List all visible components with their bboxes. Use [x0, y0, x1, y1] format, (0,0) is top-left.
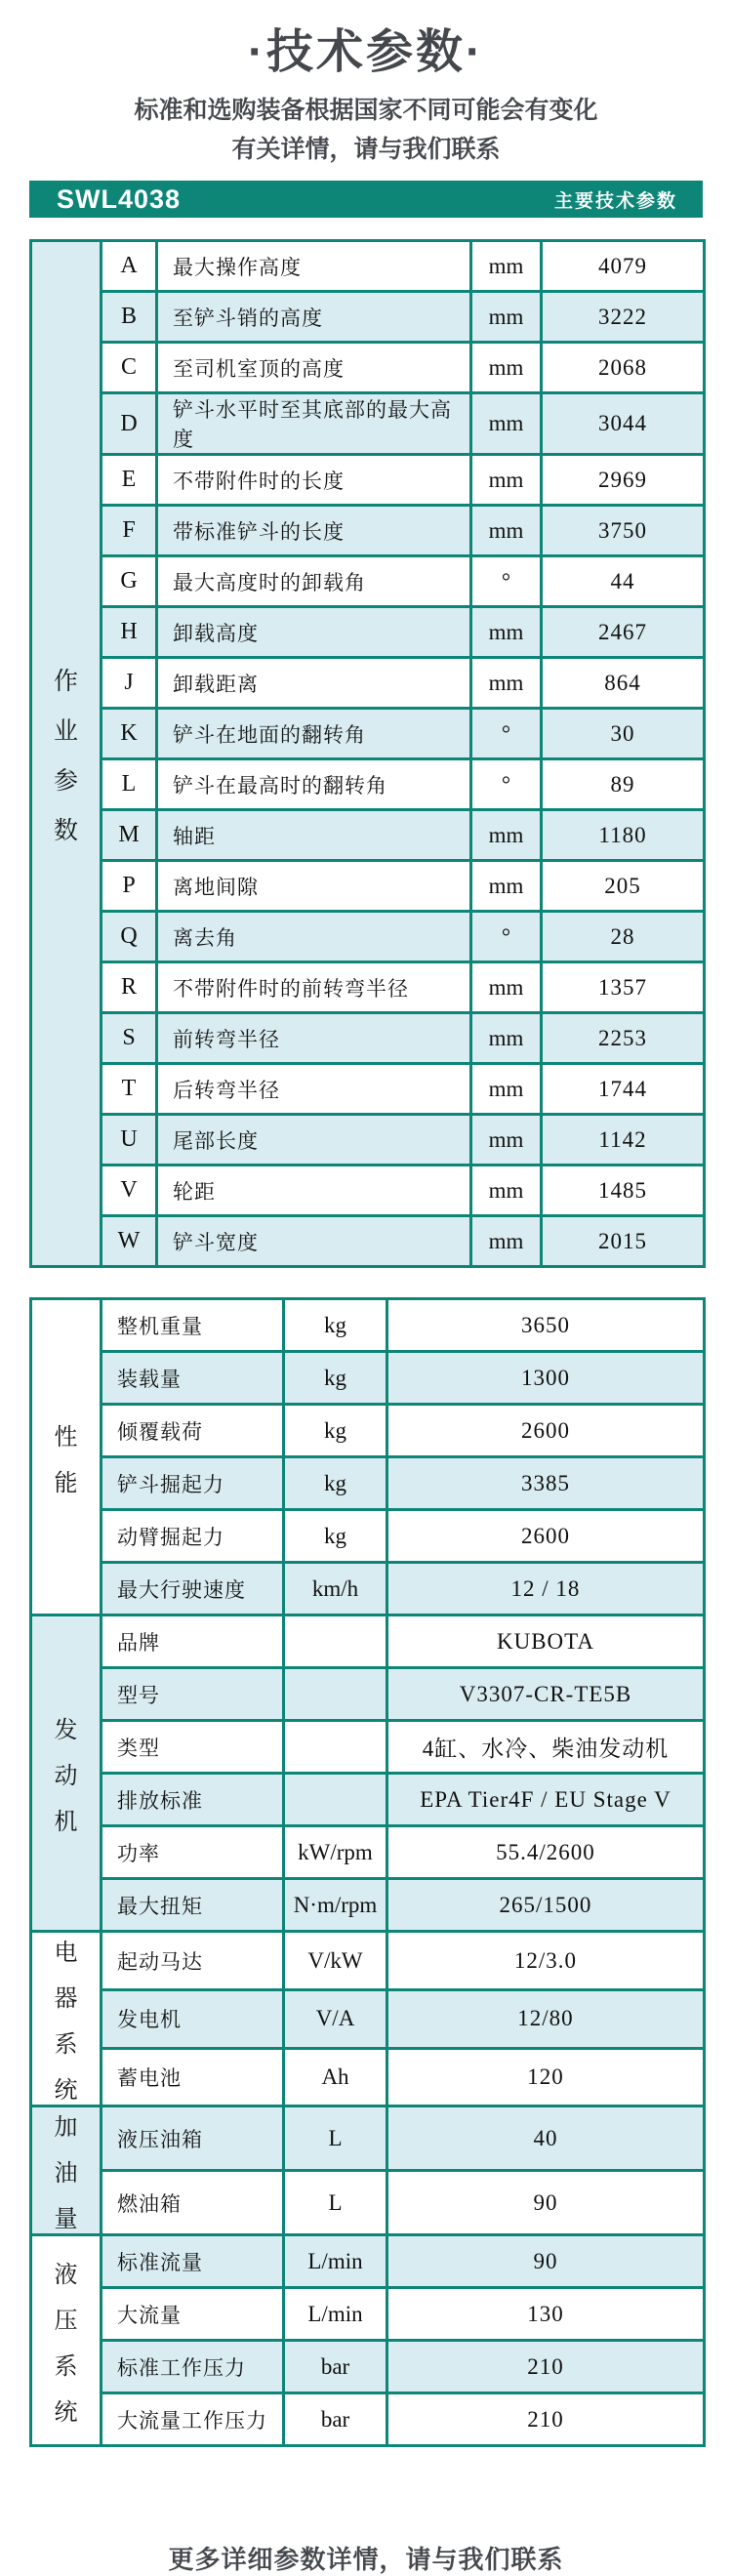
spec-label: 燃油箱 [102, 2171, 284, 2235]
param-unit: mm [471, 861, 542, 912]
group-label-char: 发 [54, 1717, 78, 1744]
group-4 [31, 2235, 102, 2446]
spec-row [31, 2341, 705, 2393]
spec-label: 型号 [102, 1668, 284, 1721]
param-value: 44 [542, 556, 705, 607]
spec-value: EPA Tier4F / EU Stage V [387, 1774, 705, 1826]
param-name: 至铲斗销的高度 [157, 292, 471, 343]
page-subtitle [0, 91, 732, 169]
param-key: L [102, 759, 157, 810]
group-3 [31, 2106, 102, 2235]
spec-value: 210 [387, 2341, 705, 2393]
spec-row [31, 1879, 705, 1932]
param-name: 不带附件时的长度 [157, 455, 471, 506]
param-row-C [31, 343, 705, 393]
spec-value: 210 [387, 2393, 705, 2446]
spec-value: 4缸、水冷、柴油发动机 [387, 1721, 705, 1774]
group-operating-parameters [31, 241, 102, 1267]
spec-label: 倾覆载荷 [102, 1405, 284, 1457]
param-row-J [31, 658, 705, 709]
spec-value: 3385 [387, 1457, 705, 1510]
param-row-L [31, 759, 705, 810]
param-name: 铲斗水平时至其底部的最大高度 [157, 393, 471, 455]
param-name: 轮距 [157, 1165, 471, 1216]
param-row-U [31, 1115, 705, 1165]
spec-unit: bar [284, 2393, 387, 2446]
param-key: F [102, 506, 157, 556]
param-value: 1744 [542, 1064, 705, 1115]
spec-label: 类型 [102, 1721, 284, 1774]
group-label-char: 作 [53, 667, 78, 695]
param-name: 轴距 [157, 810, 471, 861]
param-unit: mm [471, 1216, 542, 1267]
spec-row [31, 2171, 705, 2235]
group-1-label [32, 1710, 100, 1836]
param-row-K [31, 709, 705, 759]
spec-unit [284, 1721, 387, 1774]
param-unit: mm [471, 1115, 542, 1165]
param-value: 3222 [542, 292, 705, 343]
param-unit: ° [471, 912, 542, 962]
spec-row [31, 2048, 705, 2106]
param-key: W [102, 1216, 157, 1267]
param-unit: mm [471, 506, 542, 556]
spec-unit: L/min [284, 2235, 387, 2288]
param-row-P [31, 861, 705, 912]
group-label-char: 量 [54, 2206, 78, 2233]
spec-unit [284, 1615, 387, 1668]
param-row-A [31, 241, 705, 292]
group-label-char: 系 [54, 2031, 78, 2059]
spec-unit: L [284, 2106, 387, 2171]
param-value: 28 [542, 912, 705, 962]
param-name: 不带附件时的前转弯半径 [157, 962, 471, 1013]
param-row-S [31, 1013, 705, 1064]
param-key: H [102, 607, 157, 658]
param-name: 铲斗在地面的翻转角 [157, 709, 471, 759]
spec-unit: kg [284, 1352, 387, 1405]
spec-label: 标准流量 [102, 2235, 284, 2288]
spec-label: 动臂掘起力 [102, 1510, 284, 1563]
param-key: E [102, 455, 157, 506]
param-unit: mm [471, 1013, 542, 1064]
group-1 [31, 1615, 102, 1932]
param-unit: mm [471, 292, 542, 343]
param-key: P [102, 861, 157, 912]
param-row-V [31, 1165, 705, 1216]
spec-label: 最大扭矩 [102, 1879, 284, 1932]
param-row-F [31, 506, 705, 556]
param-value: 2253 [542, 1013, 705, 1064]
spec-unit: kg [284, 1299, 387, 1352]
group-label-char: 动 [54, 1763, 78, 1790]
param-row-E [31, 455, 705, 506]
group-label-char: 液 [54, 2261, 78, 2288]
spec-label: 发电机 [102, 1989, 284, 2048]
spec-value: 12/80 [387, 1989, 705, 2048]
param-key: C [102, 343, 157, 393]
param-name: 前转弯半径 [157, 1013, 471, 1064]
param-value: 864 [542, 658, 705, 709]
param-unit: mm [471, 607, 542, 658]
spec-value: 90 [387, 2171, 705, 2235]
subtitle-line-2: 有关详情，请与我们联系 [231, 136, 501, 164]
spec-value: 1300 [387, 1352, 705, 1405]
param-value: 1485 [542, 1165, 705, 1216]
param-row-G [31, 556, 705, 607]
param-unit: mm [471, 1064, 542, 1115]
spec-unit [284, 1668, 387, 1721]
param-key: M [102, 810, 157, 861]
spec-row [31, 1405, 705, 1457]
spec-value: KUBOTA [387, 1615, 705, 1668]
param-key: Q [102, 912, 157, 962]
param-value: 2969 [542, 455, 705, 506]
param-row-H [31, 607, 705, 658]
spec-value: 12/3.0 [387, 1932, 705, 1990]
spec-row [31, 2235, 705, 2288]
param-value: 1357 [542, 962, 705, 1013]
param-name: 最大高度时的卸载角 [157, 556, 471, 607]
param-row-R [31, 962, 705, 1013]
spec-row [31, 1989, 705, 2048]
param-key: J [102, 658, 157, 709]
param-unit: mm [471, 962, 542, 1013]
param-value: 30 [542, 709, 705, 759]
param-key: T [102, 1064, 157, 1115]
param-unit: ° [471, 709, 542, 759]
param-name: 离去角 [157, 912, 471, 962]
spec-row [31, 1457, 705, 1510]
spec-unit: km/h [284, 1563, 387, 1615]
page-header [0, 25, 732, 169]
param-name: 铲斗在最高时的翻转角 [157, 759, 471, 810]
param-row-B [31, 292, 705, 343]
spec-row [31, 2393, 705, 2446]
param-name: 离地间隙 [157, 861, 471, 912]
param-value: 1142 [542, 1115, 705, 1165]
group-label-char: 油 [54, 2160, 78, 2188]
param-unit: mm [471, 455, 542, 506]
param-name: 后转弯半径 [157, 1064, 471, 1115]
group-label-char: 参 [53, 766, 78, 795]
group-label-char: 系 [54, 2352, 78, 2380]
param-row-T [31, 1064, 705, 1115]
spec-value: V3307-CR-TE5B [387, 1668, 705, 1721]
param-value: 4079 [542, 241, 705, 292]
model-bar [29, 181, 703, 218]
param-value: 3750 [542, 506, 705, 556]
param-row-D [31, 393, 705, 455]
spec-row [31, 1826, 705, 1879]
param-value: 205 [542, 861, 705, 912]
param-unit: mm [471, 241, 542, 292]
spec-unit: N·m/rpm [284, 1879, 387, 1932]
spec-unit: bar [284, 2341, 387, 2393]
param-name: 卸载高度 [157, 607, 471, 658]
model-name: SWL4038 [57, 184, 182, 214]
spec-unit: kW/rpm [284, 1826, 387, 1879]
param-value: 89 [542, 759, 705, 810]
param-key: R [102, 962, 157, 1013]
spec-row [31, 1721, 705, 1774]
group-label-char: 机 [54, 1809, 78, 1836]
spec-label: 大流量 [102, 2288, 284, 2341]
group-label-char: 电 [54, 1940, 78, 1967]
model-bar-right-label: 主要技术参数 [553, 190, 677, 212]
param-unit: mm [471, 1165, 542, 1216]
group-label-char: 加 [54, 2114, 78, 2142]
param-name: 带标准铲斗的长度 [157, 506, 471, 556]
param-name: 铲斗宽度 [157, 1216, 471, 1267]
param-name: 尾部长度 [157, 1115, 471, 1165]
param-row-M [31, 810, 705, 861]
spec-unit: kg [284, 1510, 387, 1563]
param-row-W [31, 1216, 705, 1267]
spec-row [31, 1668, 705, 1721]
group-0-label [32, 1417, 100, 1497]
spec-label: 标准工作压力 [102, 2341, 284, 2393]
param-key: S [102, 1013, 157, 1064]
spec-label: 功率 [102, 1826, 284, 1879]
spec-value: 265/1500 [387, 1879, 705, 1932]
spec-value: 12 / 18 [387, 1563, 705, 1615]
group-3-label [32, 2107, 100, 2233]
spec-label: 品牌 [102, 1615, 284, 1668]
operating-parameters-table [29, 239, 706, 1268]
spec-value: 3650 [387, 1299, 705, 1352]
param-key: B [102, 292, 157, 343]
group-label-char: 统 [54, 2077, 78, 2105]
spec-unit [284, 1774, 387, 1826]
param-unit: ° [471, 759, 542, 810]
param-key: K [102, 709, 157, 759]
spec-row [31, 1932, 705, 1990]
param-key: U [102, 1115, 157, 1165]
param-value: 2068 [542, 343, 705, 393]
spec-label: 蓄电池 [102, 2048, 284, 2106]
spec-value: 90 [387, 2235, 705, 2288]
param-unit: mm [471, 658, 542, 709]
param-value: 2467 [542, 607, 705, 658]
param-name: 至司机室顶的高度 [157, 343, 471, 393]
page-title: ·技术参数· [248, 26, 484, 78]
param-key: V [102, 1165, 157, 1216]
spec-value: 55.4/2600 [387, 1826, 705, 1879]
param-name: 卸载距离 [157, 658, 471, 709]
param-unit: mm [471, 393, 542, 455]
spec-label: 装载量 [102, 1352, 284, 1405]
group-2 [31, 1932, 102, 2106]
param-key: G [102, 556, 157, 607]
spec-row [31, 1774, 705, 1826]
spec-label: 液压油箱 [102, 2106, 284, 2171]
param-key: A [102, 241, 157, 292]
spec-value: 2600 [387, 1405, 705, 1457]
group-4-label [32, 2255, 100, 2427]
detailed-specs-table [29, 1297, 706, 2447]
spec-label: 排放标准 [102, 1774, 284, 1826]
param-unit: ° [471, 556, 542, 607]
spec-row [31, 1299, 705, 1352]
footer-note: 更多详细参数详情，请与我们联系 [168, 2545, 564, 2575]
group-label-char: 压 [54, 2307, 78, 2334]
spec-row [31, 1510, 705, 1563]
group-2-label [32, 1933, 100, 2105]
group-operating-parameters-label [32, 662, 100, 846]
spec-unit: L [284, 2171, 387, 2235]
spec-label: 起动马达 [102, 1932, 284, 1990]
spec-value: 130 [387, 2288, 705, 2341]
spec-row [31, 1615, 705, 1668]
spec-row [31, 2106, 705, 2171]
param-value: 1180 [542, 810, 705, 861]
param-value: 2015 [542, 1216, 705, 1267]
spec-value: 120 [387, 2048, 705, 2106]
group-0 [31, 1299, 102, 1615]
spec-unit: kg [284, 1457, 387, 1510]
group-label-char: 统 [54, 2398, 78, 2426]
spec-label: 最大行驶速度 [102, 1563, 284, 1615]
spec-label: 大流量工作压力 [102, 2393, 284, 2446]
param-unit: mm [471, 810, 542, 861]
spec-row [31, 2288, 705, 2341]
group-label-char: 数 [53, 816, 78, 844]
spec-value: 40 [387, 2106, 705, 2171]
spec-row [31, 1352, 705, 1405]
spec-value: 2600 [387, 1510, 705, 1563]
group-label-char: 器 [54, 1985, 78, 2013]
spec-unit: Ah [284, 2048, 387, 2106]
param-name: 最大操作高度 [157, 241, 471, 292]
group-label-char: 性 [54, 1423, 78, 1451]
spec-unit: V/kW [284, 1932, 387, 1990]
param-key: D [102, 393, 157, 455]
group-label-char: 能 [54, 1469, 78, 1496]
spec-label: 铲斗掘起力 [102, 1457, 284, 1510]
subtitle-line-1: 标准和选购装备根据国家不同可能会有变化 [134, 97, 598, 125]
group-label-char: 业 [53, 716, 78, 745]
spec-label: 整机重量 [102, 1299, 284, 1352]
param-unit: mm [471, 343, 542, 393]
spec-unit: V/A [284, 1989, 387, 2048]
param-value: 3044 [542, 393, 705, 455]
param-row-Q [31, 912, 705, 962]
spec-unit: kg [284, 1405, 387, 1457]
spec-unit: L/min [284, 2288, 387, 2341]
spec-row [31, 1563, 705, 1615]
